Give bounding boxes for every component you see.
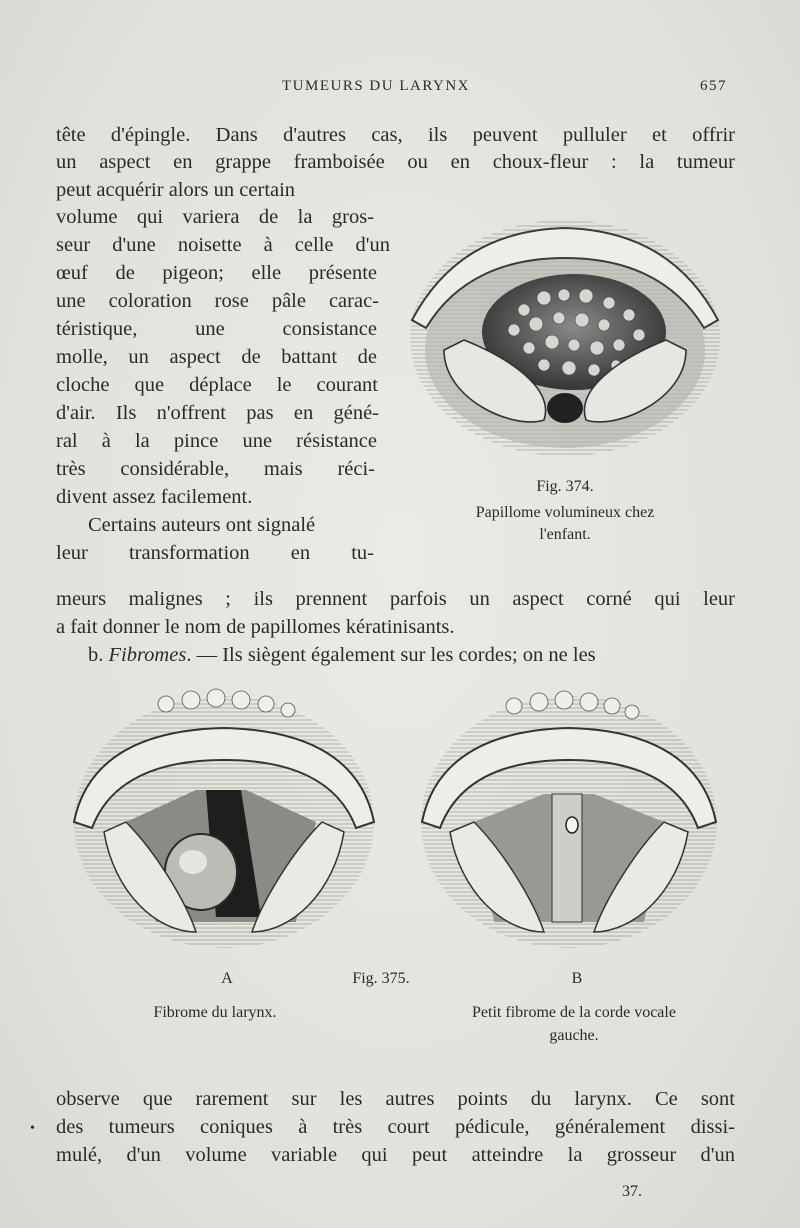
text-line: volume qui variera de la gros- [56, 206, 374, 228]
text-line: Certains auteurs ont signalé [88, 514, 316, 536]
text-line: leur transformation en tu- [56, 542, 374, 564]
text-line: des tumeurs coniques à très court pédicule, généralement dissi- [56, 1116, 735, 1138]
figure-375-number: Fig. 375. [352, 970, 410, 987]
figure-375b-caption-line1: Petit fibrome de la corde vocale [472, 1004, 676, 1021]
margin-bullet: • [30, 1121, 35, 1136]
figure-374-caption-line2: l'enfant. [539, 526, 591, 543]
page-number: 657 [700, 78, 727, 94]
running-header-title: TUMEURS DU LARYNX [282, 78, 471, 94]
signature-mark: 37. [622, 1183, 642, 1200]
text-line: seur d'une noisette à celle d'un [56, 234, 390, 256]
figure-375b-small-fibroma-illustration [414, 682, 724, 954]
text-line: téristique, une consistance [56, 318, 377, 340]
text-line: ral à la pince une résistance [56, 430, 377, 452]
figure-375a-fibroma-illustration [66, 682, 382, 954]
figure-374-number: Fig. 374. [536, 478, 594, 495]
text-line: œuf de pigeon; elle présente [56, 262, 377, 284]
text-line: d'air. Ils n'offrent pas en géné- [56, 402, 379, 424]
text-line: divent assez facilement. [56, 486, 253, 508]
text-line: mulé, d'un volume variable qui peut atteindre la grosseur d'un [56, 1144, 735, 1166]
text-line: peut acquérir alors un certain [56, 179, 296, 201]
section-heading-line [88, 642, 596, 668]
text-line: tête d'épingle. Dans d'autres cas, ils peuvent pulluler et offrir [56, 124, 735, 146]
text-line: observe que rarement sur les autres points du larynx. Ce sont [56, 1088, 735, 1110]
section-term: Fibromes [108, 644, 187, 666]
text-line: molle, un aspect de battant de [56, 346, 377, 368]
text-line: un aspect en grappe framboisée ou en choux-fleur : la tumeur [56, 151, 735, 173]
figure-375a-caption: Fibrome du larynx. [153, 1004, 277, 1021]
section-prefix: b. [88, 644, 109, 666]
figure-375-label-b: B [571, 970, 583, 987]
text-line: meurs malignes ; ils prennent parfois un aspect corné qui leur [56, 588, 735, 610]
text-line: cloche que déplace le courant [56, 374, 378, 396]
text-line: a fait donner le nom de papillomes kératinisants. [56, 616, 455, 638]
figure-374-papilloma-illustration [404, 200, 726, 460]
figure-375b-caption-line2: gauche. [549, 1027, 599, 1044]
section-text: . — Ils siègent également sur les cordes; on ne les [186, 644, 596, 666]
figure-374-caption-line1: Papillome volumineux chez [475, 504, 655, 521]
figure-375-label-a: A [221, 970, 233, 987]
text-line: très considérable, mais réci- [56, 458, 375, 480]
text-line: une coloration rose pâle carac- [56, 290, 379, 312]
